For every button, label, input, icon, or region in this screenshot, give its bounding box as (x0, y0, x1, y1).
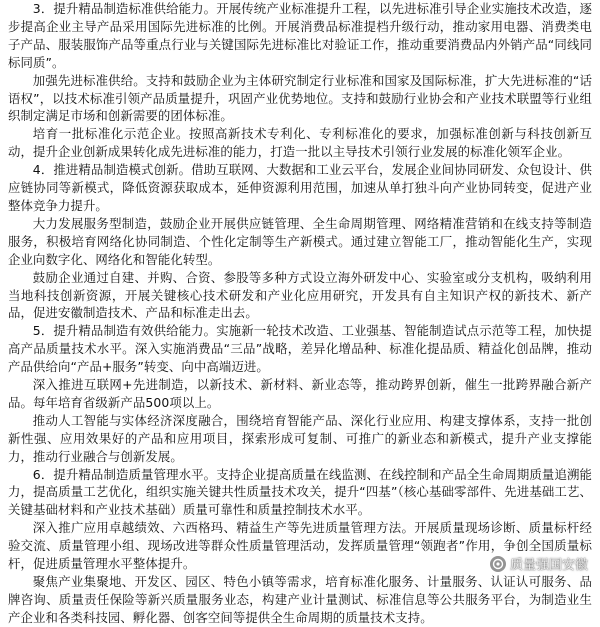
paragraph: 6．提升精品制造质量管理水平。支持企业提高质量在线监测、在线控制和产品全生命周期质量追溯能力，提高质量工艺优化，组织实施关键共性质量技术攻关，提升“四基”（核心基础零部件、先进基础工艺、关键基础材料和产业技术基础）质量可靠性和质量控制技术水平。 (8, 466, 592, 518)
paragraph: 大力发展服务型制造，鼓励企业开展供应链管理、全生命周期管理、网络精准营销和在线支持等制造服务，积极培育网络化协同制造、个性化定制等生产新模式。通过建立智能工厂，推动智能化生产，实现企业向数字化、网络化和智能化转型。 (8, 215, 592, 267)
paragraph: 深入推广应用卓越绩效、六西格玛、精益生产等先进质量管理方法。开展质量现场诊断、质量标杆经验交流、质量管理小组、现场改进等群众性质量管理活动，发挥质量管理“领跑者”作用，争创全国质量标杆，促进质量管理水平整体提升。 (8, 520, 592, 572)
paragraph: 聚焦产业集聚地、开发区、园区、特色小镇等需求，培育标准化服务、计量服务、认证认可服务、品牌咨询、质量责任保险等新兴质量服务业态，构建产业计量测试、标准信息等公共服务平台，为制造业生产企业和各类科技园、孵化器、创客空间等提供全生命周期的质量技术支持。 (8, 574, 592, 625)
paragraph: 4．推进精品制造模式创新。借助互联网、大数据和工业云平台，发展企业间协同研发、众包设计、供应链协同等新模式，降低资源获取成本，延伸资源利用范围，加速从单打独斗向产业协同转变，促进产业整体竞争力提升。 (8, 162, 592, 213)
paragraph: 深入推进互联网+先进制造，以新技术、新材料、新业态等，推动跨界创新，催生一批跨界融合新产品。每年培育省级新产品500项以上。 (8, 377, 592, 410)
watermark (490, 554, 588, 573)
paragraph: 5．提升精品制造有效供给能力。实施新一轮技术改造、工业强基、智能制造试点示范等工程，加快提高产品质量技术水平。深入实施消费品“三品”战略，差异化增品种、标准化提品质、精益化创品牌，推动产品供给向“产品+服务”转变、向中高端迈进。 (8, 323, 592, 375)
wechat-account-icon (490, 556, 506, 572)
watermark-text: 质量强国安徽 (509, 558, 588, 573)
paragraph: 鼓励企业通过自建、并购、合资、参股等多种方式设立海外研发中心、实验室或分支机构，吸纳利用当地科技创新资源，开展关键核心技术研发和产业化应用研究，开发具有自主知识产权的新技术、新产品，促进安徽制造技术、产品和标准走出去。 (8, 269, 592, 321)
paragraph: 培育一批标准化示范企业。按照高新技术专利化、专利标准化的要求，加强标准创新与科技创新互动，提升企业创新成果转化成先进标准的能力，打造一批以主导技术引领行业发展的标准化领军企业。 (8, 126, 592, 160)
paragraph: 加强先进标准供给。支持和鼓励企业为主体研究制定行业标准和国家及国际标准，扩大先进标准的“话语权”，以技术标准引领产品质量提升，巩固产业优势地位。支持和鼓励行业协会和产业技术联盟等行业组织制定满足市场和创新需要的团体标准。 (8, 72, 592, 124)
paragraph: 3．提升精品制造标准供给能力。开展传统产业标准提升工程，以先进标准引导企业实施技术改造，逐步提高企业主导产品采用国际先进标准的比例。开展消费品标准提档升级行动，推动家用电器、消费类电子产品、服装服饰产品等重点行业与关键国际先进标准比对验证工作，推动重要消费品内外销产品“同线同标同质”。 (8, 1, 592, 70)
paragraph: 推动人工智能与实体经济深度融合，围绕培育智能产品、深化行业应用、构建支撑体系，支持一批创新性强、应用效果好的产品和应用项目，探索形成可复制、可推广的新业态和新模式，提升产业支撑能力，推动行业融合与创新发展。 (8, 412, 592, 464)
